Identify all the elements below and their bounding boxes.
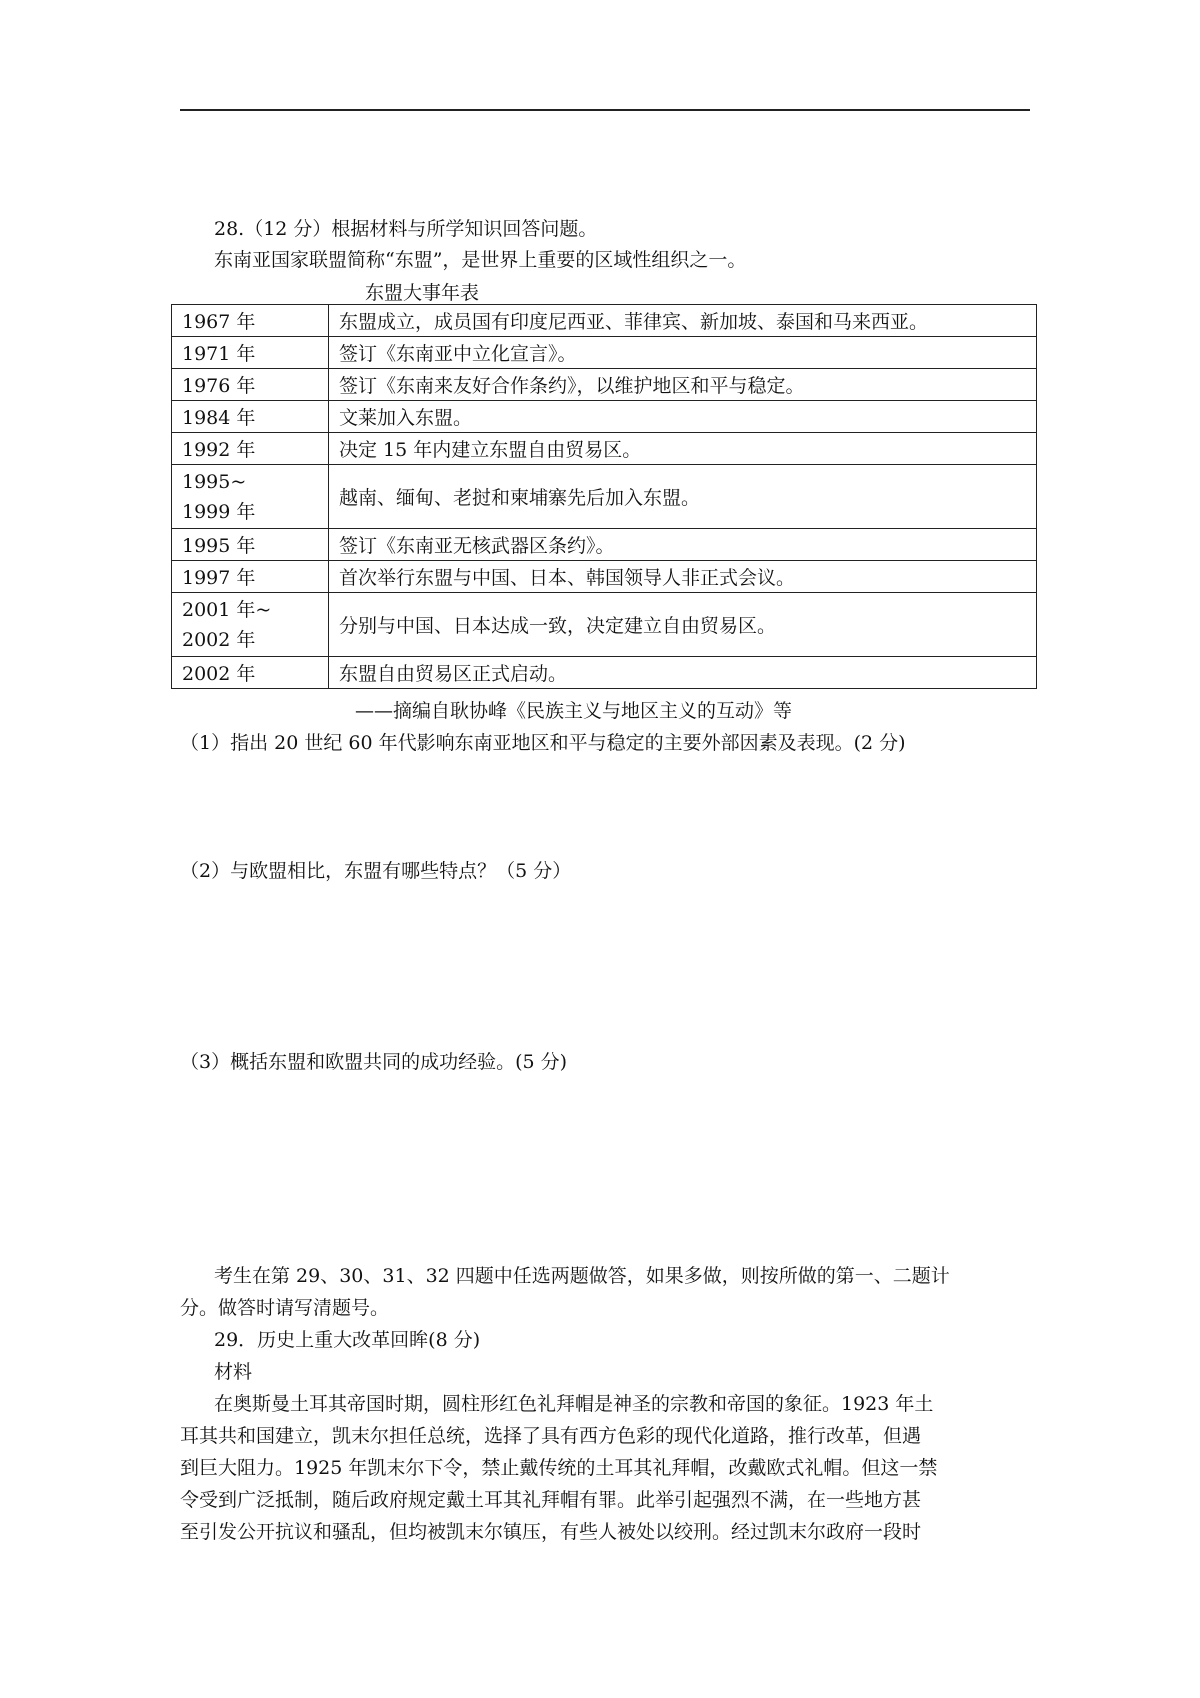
year-start: 1995~	[182, 470, 247, 493]
table-row	[172, 305, 1037, 337]
table-row	[172, 465, 1037, 529]
year-end: 2002 年	[182, 628, 256, 651]
year-cell: 1997 年	[172, 561, 329, 593]
year-start: 2001 年~	[182, 598, 272, 621]
year-end: 1999 年	[182, 500, 256, 523]
table-row	[172, 561, 1037, 593]
q28-sub1: （1）指出 20 世纪 60 年代影响东南亚地区和平与稳定的主要外部因素及表现。(2 分)	[180, 732, 906, 754]
year-range-cell	[172, 465, 329, 529]
event-cell: 文莱加入东盟。	[329, 401, 1037, 433]
q29-material-line: 令受到广泛抵制，随后政府规定戴土耳其礼拜帽有罪。此举引起强烈不满，在一些地方甚	[180, 1489, 922, 1511]
table-row	[172, 433, 1037, 465]
q28-intro: 东南亚国家联盟简称“东盟”，是世界上重要的区域性组织之一。	[214, 249, 747, 271]
q29-material-line: 在奥斯曼土耳其帝国时期，圆柱形红色礼拜帽是神圣的宗教和帝国的象征。1923 年土	[214, 1393, 934, 1415]
year-cell: 1992 年	[172, 433, 329, 465]
header-rule	[180, 109, 1030, 111]
q28-sub3: （3）概括东盟和欧盟共同的成功经验。(5 分)	[180, 1051, 568, 1073]
table-caption: 东盟大事年表	[365, 282, 480, 304]
table-row	[172, 529, 1037, 561]
q29-title: 29．历史上重大改革回眸(8 分)	[214, 1329, 481, 1351]
event-cell: 签订《东南来友好合作条约》，以维护地区和平与稳定。	[329, 369, 1037, 401]
event-cell: 东盟成立，成员国有印度尼西亚、菲律宾、新加坡、泰国和马来西亚。	[329, 305, 1037, 337]
event-cell: 决定 15 年内建立东盟自由贸易区。	[329, 433, 1037, 465]
table-source: ——摘编自耿协峰《民族主义与地区主义的互动》等	[355, 700, 793, 722]
q28-sub2: （2）与欧盟相比，东盟有哪些特点？（5 分）	[180, 860, 572, 882]
year-cell: 1967 年	[172, 305, 329, 337]
year-cell: 1995 年	[172, 529, 329, 561]
event-cell: 签订《东南亚无核武器区条约》。	[329, 529, 1037, 561]
event-cell: 首次举行东盟与中国、日本、韩国领导人非正式会议。	[329, 561, 1037, 593]
year-cell: 1984 年	[172, 401, 329, 433]
notice-line-2: 分。做答时请写清题号。	[180, 1297, 390, 1319]
q28-title: 28.（12 分）根据材料与所学知识回答问题。	[214, 218, 598, 240]
q29-material-line: 到巨大阻力。1925 年凯末尔下令，禁止戴传统的土耳其礼拜帽，改戴欧式礼帽。但这一禁	[180, 1457, 938, 1479]
asean-events-table	[171, 304, 1037, 689]
table-row	[172, 593, 1037, 657]
year-cell: 1971 年	[172, 337, 329, 369]
q29-material-line: 耳其共和国建立，凯末尔担任总统，选择了具有西方色彩的现代化道路，推行改革，但遇	[180, 1425, 922, 1447]
event-cell: 分别与中国、日本达成一致，决定建立自由贸易区。	[329, 593, 1037, 657]
event-cell: 东盟自由贸易区正式启动。	[329, 657, 1037, 689]
notice-line-1: 考生在第 29、30、31、32 四题中任选两题做答，如果多做，则按所做的第一、二题计	[214, 1265, 950, 1287]
year-cell: 1976 年	[172, 369, 329, 401]
year-range-cell	[172, 593, 329, 657]
table-row	[172, 369, 1037, 401]
table-row	[172, 401, 1037, 433]
q29-material-label: 材料	[214, 1361, 253, 1383]
event-cell: 越南、缅甸、老挝和柬埔寨先后加入东盟。	[329, 465, 1037, 529]
table-row	[172, 657, 1037, 689]
table-row	[172, 337, 1037, 369]
year-cell: 2002 年	[172, 657, 329, 689]
event-cell: 签订《东南亚中立化宣言》。	[329, 337, 1037, 369]
q29-material-line: 至引发公开抗议和骚乱，但均被凯末尔镇压，有些人被处以绞刑。经过凯末尔政府一段时	[180, 1521, 922, 1543]
